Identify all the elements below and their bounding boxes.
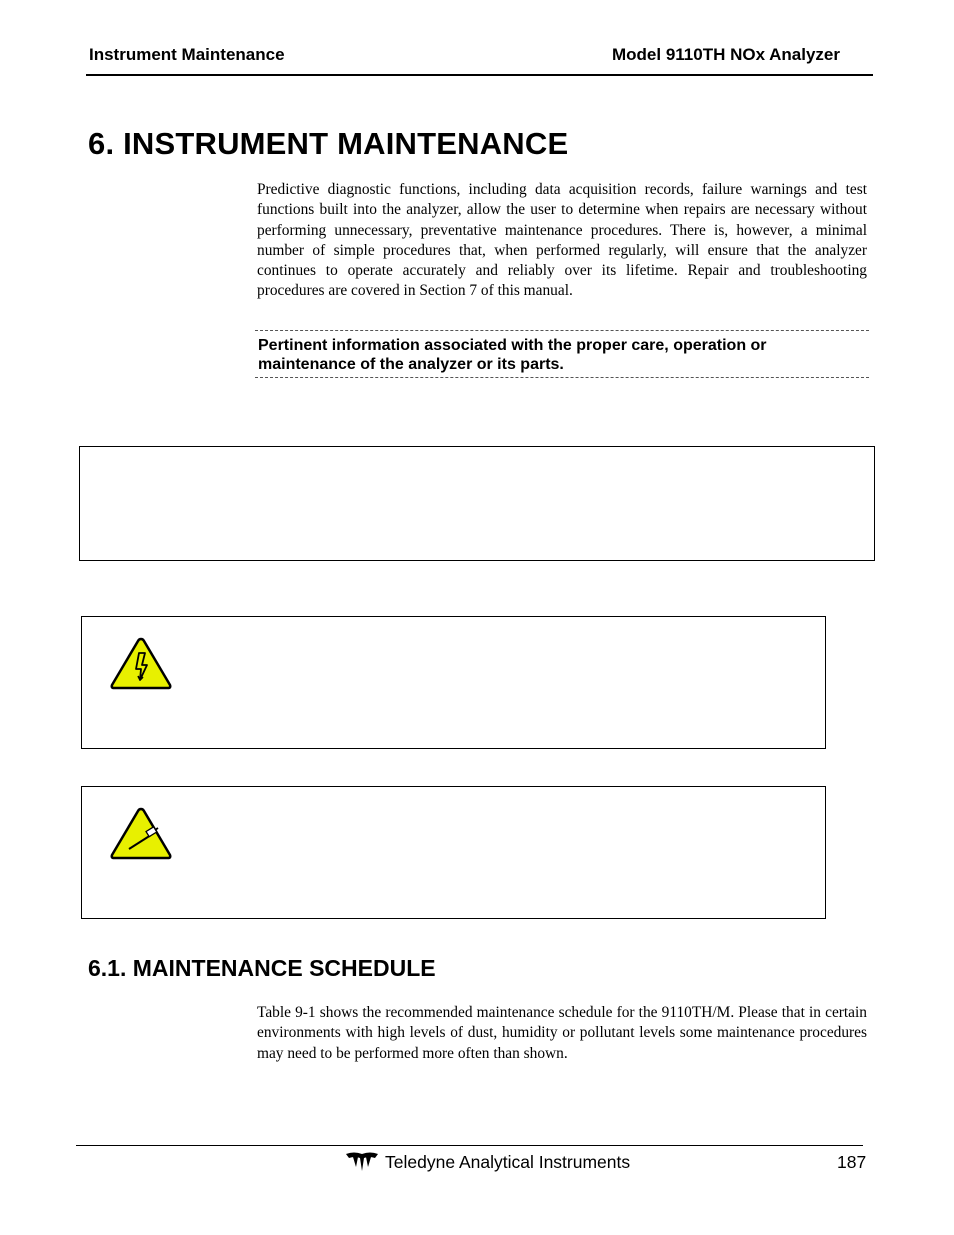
note-top-dashed-rule xyxy=(255,330,869,331)
section-title: 6.1. MAINTENANCE SCHEDULE xyxy=(88,955,436,981)
note-text: Pertinent information associated with the proper care, operation or maintenance of the analyzer or its parts. xyxy=(258,337,767,373)
footer-company: Teledyne Analytical Instruments xyxy=(385,1152,631,1172)
empty-notice-box xyxy=(79,446,875,561)
footer-rule xyxy=(76,1145,863,1146)
technician-tool-caution-icon xyxy=(109,805,173,861)
note-block xyxy=(255,329,869,379)
note-bottom-dashed-rule xyxy=(255,377,869,378)
running-header-section: Instrument Maintenance xyxy=(89,45,285,64)
electrical-shock-warning-icon xyxy=(109,635,173,691)
section-paragraph: Table 9-1 shows the recommended maintenance schedule for the 9110TH/M. Please that in certain environments with high levels of dust, humidity or pollutant levels some maintenance procedures may need to be performed more often than shown. xyxy=(257,1004,867,1062)
warning-box xyxy=(81,616,826,749)
chapter-title: 6. INSTRUMENT MAINTENANCE xyxy=(88,126,569,161)
header-rule xyxy=(86,74,873,76)
teledyne-logo-icon xyxy=(345,1151,379,1173)
caution-box xyxy=(81,786,826,919)
page-number: 187 xyxy=(837,1152,867,1172)
chapter-intro-paragraph: Predictive diagnostic functions, including data acquisition records, failure warnings and test functions built into the analyzer, allow the user to determine when repairs are necessary without performing unnecessary, preventative maintenance procedures. There is, however, a minimal number of simple procedures that, when performed regularly, will ensure that the analyzer continues to operate accurately and reliably over its lifetime. Repair and troubleshooting procedures are covered in Section 7 of this manual. xyxy=(257,181,867,300)
running-header-model: Model 9110TH NOx Analyzer xyxy=(612,45,841,64)
